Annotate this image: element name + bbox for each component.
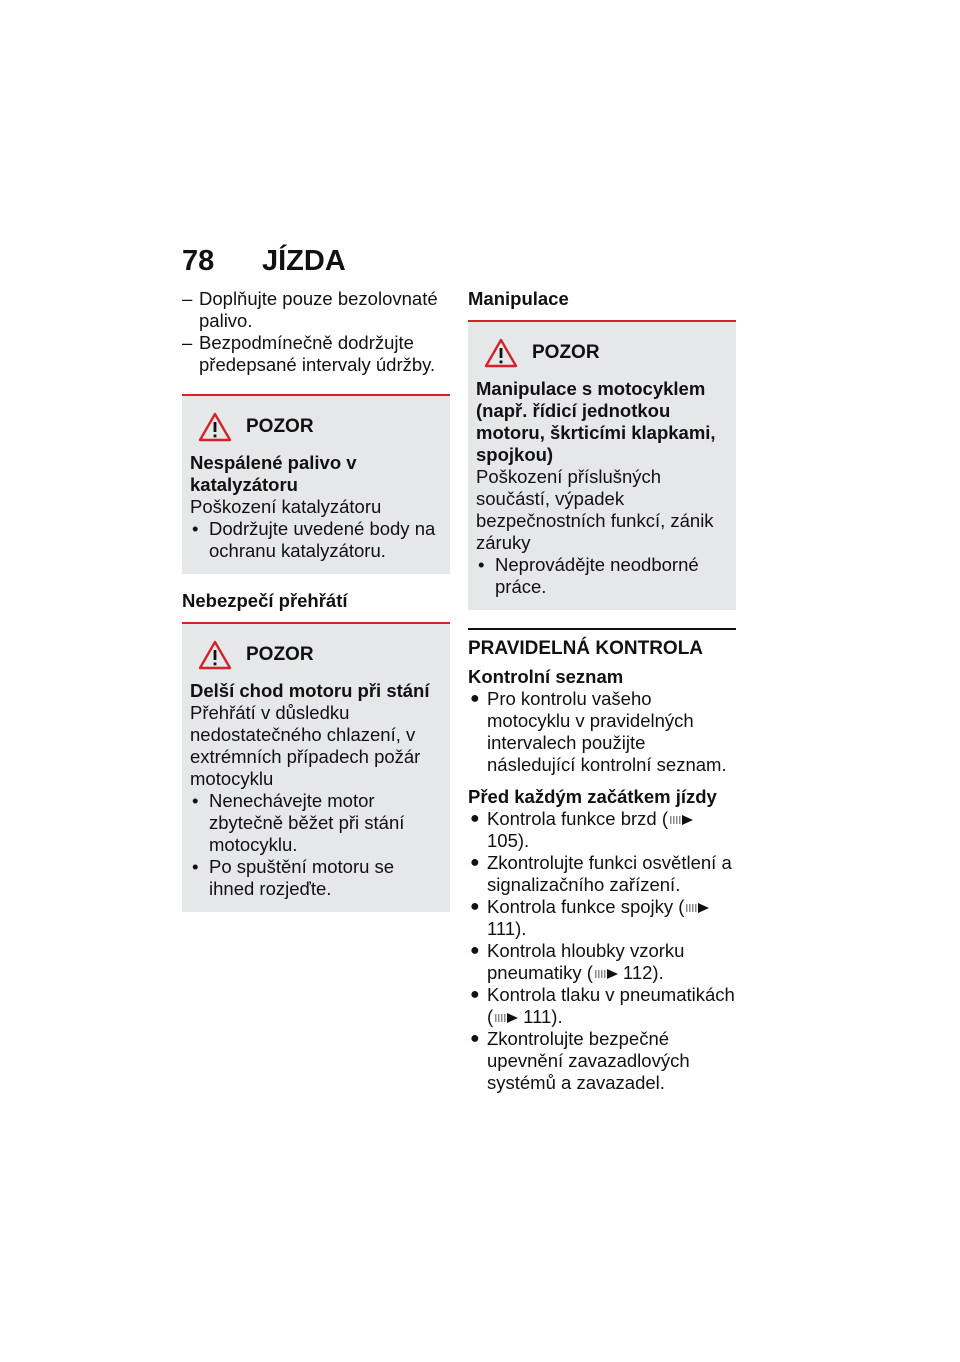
page-reference[interactable]: 111: [487, 918, 516, 939]
warning-box-manipulation: [468, 320, 736, 610]
warning-bullet: • Nenechávejte motor zbytečně běžet při stání motocyklu.: [192, 790, 405, 855]
list-item: ● Zkontrolujte funkci osvětlení a signalizačního zařízení.: [470, 852, 732, 895]
warning-triangle-icon: [484, 338, 518, 368]
dash-item: – Doplňujte pouze bezolovnaté palivo.: [182, 288, 438, 331]
warning-subtitle: Manipulace s motocyklem (např. řídicí jednotkou motoru, škrticími klapkami, spojkou): [476, 378, 716, 465]
warning-title: POZOR: [246, 416, 314, 437]
warning-box-overheat: [182, 622, 450, 912]
page-reference-arrow-icon: [670, 813, 694, 827]
list-item: ● Zkontrolujte bezpečné upevnění zavazadlových systémů a zavazadel.: [470, 1028, 690, 1093]
page-reference-arrow-icon: [495, 1011, 519, 1025]
manipulation-heading: Manipulace: [468, 288, 569, 309]
page-number: 78: [182, 245, 215, 277]
warning-title: POZOR: [246, 644, 314, 665]
page-reference-arrow-icon: [686, 901, 710, 915]
warning-bullet: • Dodržujte uvedené body na ochranu katalyzátoru.: [192, 518, 436, 561]
checklist-item: ● Pro kontrolu vašeho motocyklu v pravidelných intervalech použijte následující kontrolní seznam.: [470, 688, 727, 775]
warning-title: POZOR: [532, 342, 600, 363]
checklist-heading: Kontrolní seznam: [468, 666, 624, 687]
list-item: ● Kontrola funkce brzd ( 105).: [468, 808, 736, 852]
chapter-title: JÍZDA: [262, 245, 346, 277]
warning-subtitle: Nespálené palivo v katalyzátoru: [190, 452, 357, 495]
list-item: ● Kontrola hloubky vzorku pneumatiky ( 112).: [470, 940, 685, 983]
page-reference[interactable]: 105: [487, 830, 518, 851]
list-item: ● Kontrola tlaku v pneumatikách ( 111).: [470, 984, 735, 1027]
dash-item: – Bezpodmínečně dodržujte předepsané intervaly údržby.: [182, 332, 436, 375]
warning-bullet: • Neprovádějte neodborné práce.: [478, 554, 699, 597]
warning-bullet: • Po spuštění motoru se ihned rozjeďte.: [192, 856, 395, 899]
before-ride-heading: Před každým začátkem jízdy: [468, 786, 717, 807]
warning-body: Poškození katalyzátoru: [190, 496, 382, 517]
overheat-heading: Nebezpečí přehřátí: [182, 590, 348, 611]
page-reference[interactable]: 111: [523, 1006, 552, 1027]
page-reference-arrow-icon: [595, 967, 619, 981]
section-title: PRAVIDELNÁ KONTROLA: [468, 628, 736, 660]
warning-body: Přehřátí v důsledku nedostatečného chlazení, v extrémních případech požár motocyklu: [190, 702, 421, 789]
list-item: ● Kontrola funkce spojky ( 111).: [468, 896, 736, 940]
right-column: [468, 288, 736, 1094]
warning-box-catalyst: [182, 394, 450, 574]
warning-subtitle: Delší chod motoru při stání: [190, 680, 430, 701]
warning-triangle-icon: [198, 412, 232, 442]
page-reference[interactable]: 112: [622, 962, 653, 983]
page-header: [182, 244, 346, 278]
warning-triangle-icon: [198, 640, 232, 670]
left-column: [182, 288, 450, 912]
warning-body: Poškození příslušných součástí, výpadek bezpečnostních funkcí, zánik záruky: [476, 466, 714, 553]
